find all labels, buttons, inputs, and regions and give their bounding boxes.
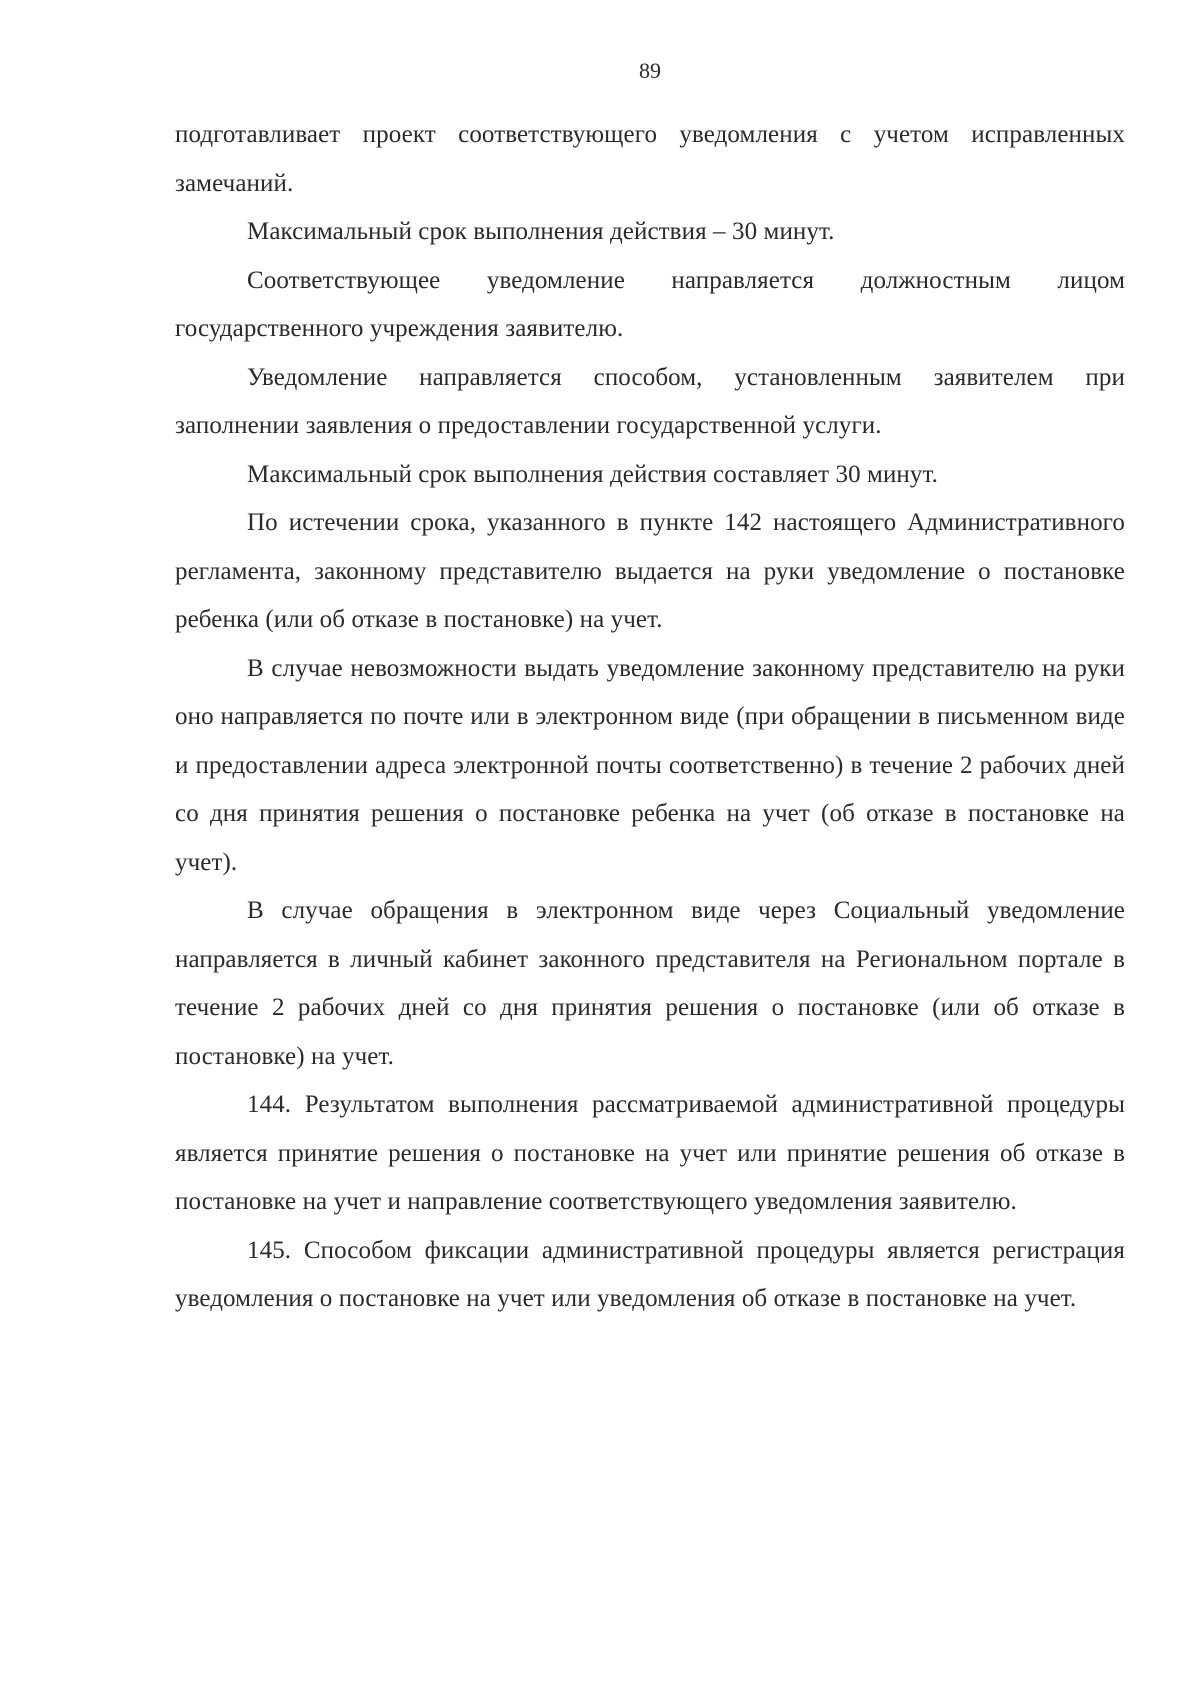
paragraph: Уведомление направляется способом, установленным заявителем при заполнении заявления о предоставлении государственной услуги. — [175, 363, 1125, 439]
page-number: 89 — [639, 58, 661, 83]
paragraph: По истечении срока, указанного в пункте 142 настоящего Административного регламента, законному представителю выдается на руки уведомление о постановке ребенка (или об отказе в постановке) на учет. — [175, 509, 1125, 633]
paragraph: Максимальный срок выполнения действия составляет 30 минут. — [247, 460, 939, 488]
paragraph: Соответствующее уведомление направляется должностным лицом государственного учреждения заявителю. — [175, 266, 1125, 342]
paragraph: В случае обращения в электронном виде через Социальный уведомление направляется в личный кабинет законного представителя на Региональном портале в течение 2 рабочих дней со дня принятия решения о постановке (или об отказе в постановке) на учет. — [175, 897, 1125, 1070]
paragraph: В случае невозможности выдать уведомление законному представителю на руки оно направляется по почте или в электронном виде (при обращении в письменном виде и предоставлении адреса электронной почты соответственно) в течение 2 рабочих дней со дня принятия решения о постановке ребенка на учет (об отказе в постановке на учет). — [175, 654, 1125, 876]
paragraph-item-145: 145. Способом фиксации административной процедуры является регистрация уведомления о постановке на учет или уведомления об отказе в постановке на учет. — [175, 1236, 1125, 1312]
document-body — [175, 111, 1125, 1324]
paragraph-continuation: подготавливает проект соответствующего уведомления с учетом исправленных замечаний. — [175, 121, 1125, 197]
paragraph-item-144: 144. Результатом выполнения рассматриваемой административной процедуры является принятие решения о постановке на учет или принятие решения об отказе в постановке на учет и направление соответствующего уведомления заявителю. — [175, 1091, 1125, 1215]
paragraph: Максимальный срок выполнения действия – 30 минут. — [247, 218, 835, 245]
